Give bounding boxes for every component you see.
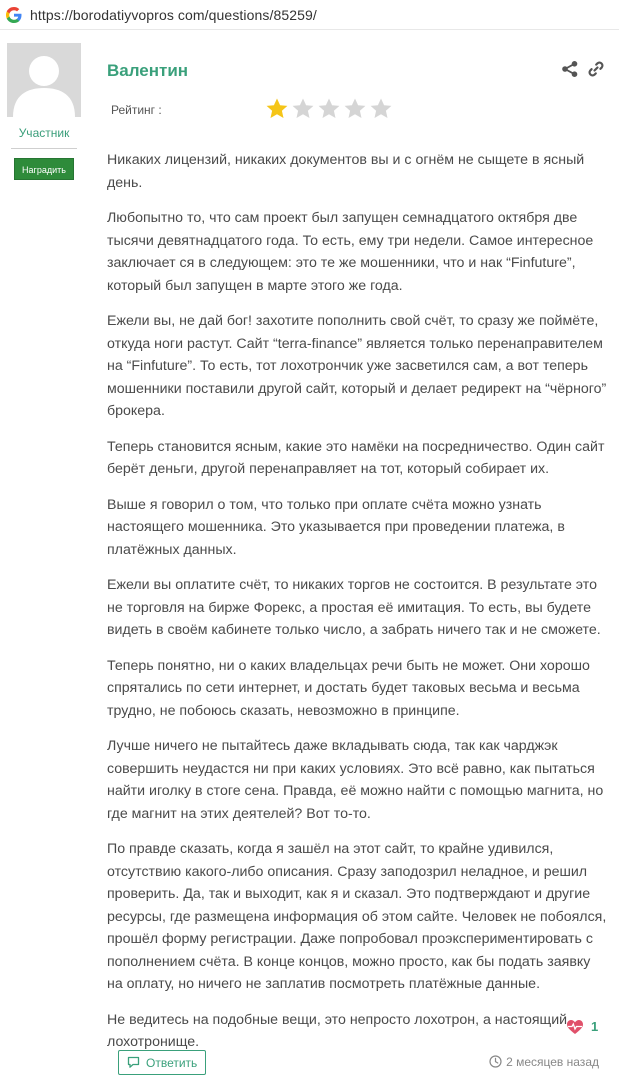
post-paragraph: Любопытно то, что сам проект был запущен семнадцатого октября две тысячи девятнадцатого года. То есть, ему три недели. Самое интересное заключает ся в следующем: это те же мошенники, что и нак “Finfuture”, который был запущен в марте этого же года. (107, 210, 594, 294)
heart-pulse-icon[interactable] (566, 1019, 584, 1035)
share-icon[interactable] (561, 60, 579, 78)
star-empty-icon[interactable] (317, 97, 341, 121)
address-bar[interactable] (0, 0, 619, 30)
avatar[interactable] (7, 43, 81, 117)
clock-icon (489, 1055, 502, 1068)
post-paragraph: Никаких лицензий, никаких документов вы и с огнём не сыщете в ясный день. (107, 152, 585, 191)
post-paragraph: Не ведитесь на подобные вещи, это непросто лохотрон, а настоящий лохотронище. (107, 1011, 568, 1050)
divider (11, 148, 77, 149)
post-paragraph: По правде сказать, когда я зашёл на этот сайт, то крайне удивился, отсутствию какого-либо описания. Сразу заподозрил неладное, и решил проверить. Да, так и выходит, как я и сказал. Это подтверждают и другие ресурсы, где размещена информация об этом сайте. Человек не побоялся, прошёл форму регистрации. Даже попробовал проэкспериментировать с пополнением счёта. В конце концов, можно просто, как бы подать заявку на оплату, но ничего не заплатив посмотреть платёжные данные. (107, 841, 607, 992)
star-empty-icon[interactable] (343, 97, 367, 121)
star-filled-icon[interactable] (265, 97, 289, 121)
google-g-icon (6, 7, 22, 23)
reply-label: Ответить (146, 1056, 198, 1070)
star-empty-icon[interactable] (369, 97, 393, 121)
star-empty-icon[interactable] (291, 97, 315, 121)
user-role: Участник (18, 126, 70, 140)
time-text: 2 месяцев назад (506, 1055, 599, 1069)
award-button[interactable]: Наградить (14, 158, 74, 180)
post-paragraph: Ежели вы оплатите счёт, то никаких торгов не состоится. В результате это не торговля на бирже Форекс, а простая её имитация. То есть, вы будете видеть в своём кабинете только число, а забрать ничего так и не сможете. (107, 577, 601, 638)
like-counter[interactable] (566, 1018, 606, 1038)
post-paragraph: Выше я говорил о том, что только при оплате счёта можно узнать настоящего мошенника. Это указывается при проведении платежа, в платёжных данных. (107, 496, 565, 558)
link-icon[interactable] (587, 60, 605, 78)
rating-stars[interactable] (265, 97, 395, 121)
rating-label: Рейтинг : (111, 103, 162, 117)
default-avatar-icon (7, 43, 81, 117)
like-count: 1 (591, 1019, 599, 1034)
post-time (506, 1055, 599, 1069)
post-paragraph: Теперь становится ясным, какие это намёки на посредничество. Один сайт берёт деньги, другой перенаправляет на тот, который собирает их. (107, 438, 605, 477)
reply-button[interactable] (118, 1050, 206, 1075)
author-name[interactable]: Валентин (107, 61, 189, 80)
post-body (107, 149, 607, 1067)
comment-icon (127, 1056, 140, 1069)
post-actions (559, 60, 607, 80)
url-text[interactable]: https://borodatiyvopros com/questions/85259/ (30, 7, 317, 23)
post-paragraph: Ежели вы, не дай бог! захотите пополнить свой счёт, то сразу же поймёте, откуда ноги растут. Сайт “terra-finance” является только перенаправителем на “Finfuture”. То есть, тот лохотрончик уже засветился сам, а вот теперь мошенники поставили другой сайт, который и делает редирект на “чёрного” брокера. (107, 313, 607, 419)
post-paragraph: Теперь понятно, ни о каких владельцах речи быть не может. Они хорошо спрятались по сети интернет, и достать будет таковых весьма и весьма трудно, не побоюсь сказать, невозможно в принципе. (107, 657, 590, 719)
post-paragraph: Лучше ничего не пытайтесь даже вкладывать сюда, так как чарджэк совершить неудастся ни при каких условиях. Это всё равно, как пытаться найти иголку в стоге сена. Правда, её можно найти с помощью магнита, но где магнит на этих деятелей? Вот то-то. (107, 738, 604, 822)
